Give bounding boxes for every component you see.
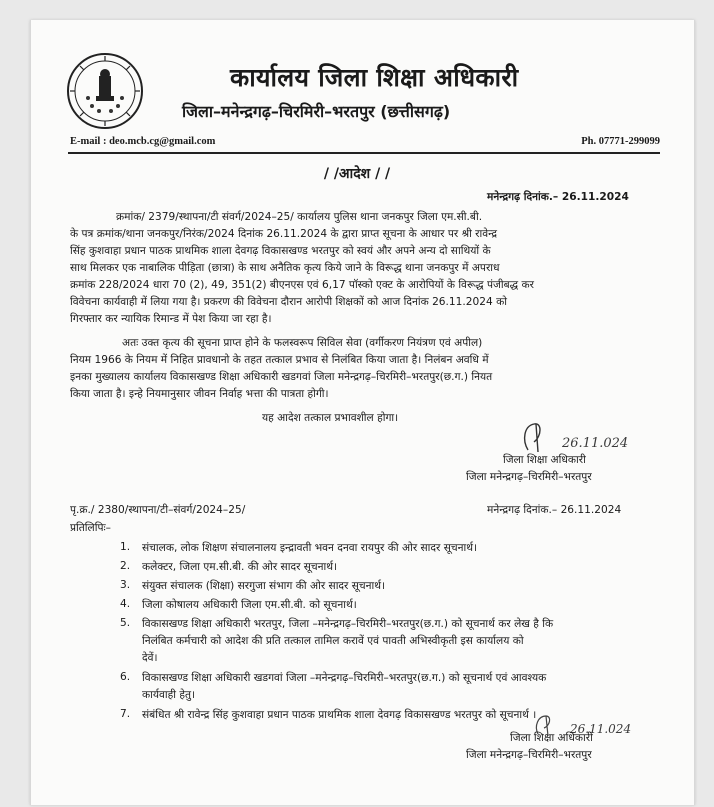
district-line: जिला–मनेन्द्रगढ़–चिरमिरी–भरतपुर (छत्तीसगढ़) xyxy=(182,102,451,121)
list-number: 3. xyxy=(120,579,131,591)
list-item: संचालक, लोक शिक्षण संचालनालय इन्द्रावती भवन दनवा रायपुर की ओर सादर सूचनार्थ। xyxy=(142,542,478,554)
effective-statement: यह आदेश तत्काल प्रभावशील होगा। xyxy=(262,412,399,424)
list-item: देवें। xyxy=(142,652,158,664)
list-item: जिला कोषालय अधिकारी जिला एम.सी.बी. को सूचनार्थ। xyxy=(142,599,357,611)
list-number: 1. xyxy=(120,541,131,553)
para2-line: अतः उक्त कृत्य की सूचना प्राप्त होने के फलस्वरूप सिविल सेवा (वर्गीकरण नियंत्रण एवं अपील) xyxy=(122,337,483,349)
para1-line: क्रमांक 228/2024 धारा 70 (2), 49, 351(2) बीएनएस एवं 6,17 पॉस्को एक्ट के आरोपियों के विरूद्ध पंजीबद्ध कर xyxy=(70,279,534,291)
signatory-district: जिला मनेन्द्रगढ़–चिरमिरी–भरतपुर xyxy=(466,749,592,761)
copy-label: प्रतिलिपिः– xyxy=(70,522,111,534)
signature-date: 26.11.024 xyxy=(570,722,632,736)
contact-row xyxy=(70,136,660,147)
endorsement-date: मनेन्द्रगढ़ दिनांक.– 26.11.2024 xyxy=(487,504,622,516)
state-emblem-icon xyxy=(66,52,144,130)
list-number: 5. xyxy=(120,617,131,629)
para1-line: साथ मिलकर एक नाबालिक पीड़िता (छात्रा) के साथ अनैतिक कृत्य किये जाने के विरूद्ध थाना जनकपुर में अपराध xyxy=(70,262,500,274)
list-item: विकासखण्ड शिक्षा अधिकारी भरतपुर, जिला –मनेन्द्रगढ़–चिरमिरी–भरतपुर(छ.ग.) को सूचनार्थ कर लेख है कि xyxy=(142,618,554,630)
list-item: कलेक्टर, जिला एम.सी.बी. की ओर सादर सूचनार्थ। xyxy=(142,561,338,573)
para1-line: गिरफ्तार कर न्यायिक रिमान्ड में पेश किया जा रहा है। xyxy=(70,313,272,325)
para2-line: किया जाता है। इन्हे नियमानुसार जीवन निर्वाह भत्ता की पात्रता होगी। xyxy=(70,388,329,400)
para1-line: विवेचना कार्यवाही में लिया गया है। प्रकरण की विवेचना दौरान आरोपी शिक्षकों को आज दिनांक 26.11.2024 को xyxy=(70,296,507,308)
list-number: 6. xyxy=(120,671,131,683)
para2-line: इनका मुख्यालय कार्यालय विकासखण्ड शिक्षा अधिकारी खडगवां जिला मनेन्द्रगढ़–चिरमिरी–भरतपुर(छ.ग.) नियत xyxy=(70,371,493,383)
order-date: मनेन्द्रगढ़ दिनांक.– 26.11.2024 xyxy=(487,191,629,203)
para1-line: सिंह कुशवाहा प्रधान पाठक प्राथमिक शाला देवगढ़ विकासखण्ड भरतपुर को स्वयं और अपने अन्य दो साथियों के xyxy=(70,245,491,257)
signature-date: 26.11.024 xyxy=(562,436,629,451)
endorsement-ref: पृ.क्र./ 2380/स्थापना/टी–संवर्ग/2024–25/ xyxy=(70,504,246,516)
email-text: E-mail : deo.mcb.cg@gmail.com xyxy=(70,136,216,147)
signatory-title: जिला शिक्षा अधिकारी xyxy=(510,732,593,744)
list-item: निलंबित कर्मचारी को आदेश की प्रति तत्काल तामिल करावें एवं पावती अभिस्वीकृती इस कार्यालय को xyxy=(142,635,524,647)
list-number: 7. xyxy=(120,708,131,720)
office-title: कार्यालय जिला शिक्षा अधिकारी xyxy=(230,63,519,92)
para2-line: नियम 1966 के नियम में निहित प्रावधानो के तहत तत्काल प्रभाव से निलंबित किया जाता है। निलंबन अवधि में xyxy=(70,354,489,366)
list-number: 2. xyxy=(120,560,131,572)
header-divider xyxy=(68,152,660,154)
order-title: / /आदेश / / xyxy=(323,166,391,182)
para1-line: के पत्र क्रमांक/थाना जनकपुर/निरंक/2024 दिनांक 26.11.2024 के द्वारा प्राप्त सूचना के आधार पर श्री रावेन्द्र xyxy=(70,228,498,240)
list-item: संयुक्त संचालक (शिक्षा) सरगुजा संभाग की ओर सादर सूचनार्थ। xyxy=(142,580,386,592)
list-item: संबंधित श्री रावेन्द्र सिंह कुशवाहा प्रधान पाठक प्राथमिक शाला देवगढ़ विकासखण्ड भरतपुर को सूचनार्थ । xyxy=(142,709,537,721)
signatory-district: जिला मनेन्द्रगढ़–चिरमिरी–भरतपुर xyxy=(466,471,592,483)
signatory-title: जिला शिक्षा अधिकारी xyxy=(503,454,586,466)
signature-mark xyxy=(520,420,560,454)
list-item: विकासखण्ड शिक्षा अधिकारी खडगवां जिला –मनेन्द्रगढ़–चिरमिरी–भरतपुर(छ.ग.) को सूचनार्थ एवं आवश्यक xyxy=(142,672,547,684)
list-item: कार्यवाही हेतु। xyxy=(142,689,196,701)
list-number: 4. xyxy=(120,598,131,610)
phone-text: Ph. 07771-299099 xyxy=(581,136,660,147)
para1-line: क्रमांक/ 2379/स्थापना/टी संवर्ग/2024–25/ कार्यालय पुलिस थाना जनकपुर जिला एम.सी.बी. xyxy=(116,211,483,223)
